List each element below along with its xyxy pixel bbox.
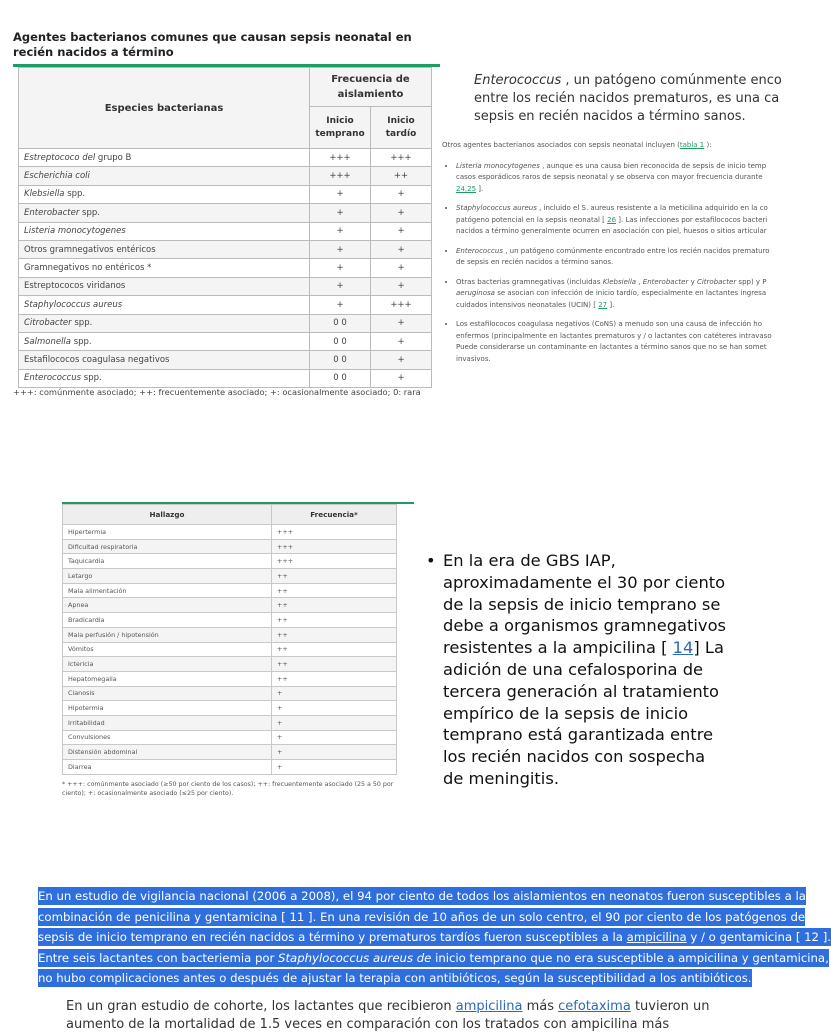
finding-cell: Distensión abdominal [63, 745, 272, 760]
table-row [63, 613, 397, 628]
frequency-cell: ++ [272, 613, 397, 628]
table-row [63, 642, 397, 657]
frequency-cell: +++ [272, 539, 397, 554]
table-row [19, 222, 432, 240]
table-row [19, 369, 432, 387]
table-row [19, 259, 432, 277]
frequency-cell: ++ [272, 642, 397, 657]
early-onset-cell: 0 0 [310, 369, 371, 387]
finding-cell: Bradicardia [63, 613, 272, 628]
species-cell: Gramnegativos no entéricos * [19, 259, 310, 277]
early-onset-cell: + [310, 296, 371, 314]
late-onset-cell: + [371, 332, 432, 350]
table-row [19, 351, 432, 369]
table-row [19, 149, 432, 167]
list-item: • Enterococcus , un patógeno comúnmente encontrado entre los recién nacidos prematuro de sepsis en recién nacidos a término sanos. [456, 246, 782, 269]
selected-paragraph[interactable] [38, 886, 831, 989]
late-onset-cell: +++ [371, 296, 432, 314]
species-cell: Klebsiella spp. [19, 185, 310, 203]
frequency-cell: +++ [272, 554, 397, 569]
ref-link-14[interactable]: 14 [672, 638, 694, 658]
early-onset-cell: +++ [310, 149, 371, 167]
early-onset-cell: 0 0 [310, 314, 371, 332]
frequency-cell: ++ [272, 627, 397, 642]
frequency-cell: + [272, 760, 397, 775]
late-onset-cell: + [371, 314, 432, 332]
table-row [63, 627, 397, 642]
finding-cell: Letargo [63, 569, 272, 584]
ref-link-26[interactable]: 26 [607, 215, 617, 224]
table2-footnote: * +++: comúnmente asociado (≥50 por ciento de los casos); ++: frecuentemente asociado (25 a 50 por ciento); +: ocasionalmente asociado (≤25 por ciento). [62, 781, 394, 797]
frequency-cell: ++ [272, 657, 397, 672]
frequency-cell: + [272, 730, 397, 745]
table-row [63, 730, 397, 745]
species-cell: Enterococcus spp. [19, 369, 310, 387]
finding-cell: Hipertermia [63, 525, 272, 540]
ent-line-2: entre los recién nacidos prematuros, es una ca [474, 91, 780, 106]
species-cell: Otros gramnegativos entéricos [19, 240, 310, 258]
species-cell: Staphylococcus aureus [19, 296, 310, 314]
frequency-cell: + [272, 715, 397, 730]
early-onset-cell: +++ [310, 167, 371, 185]
frequency-cell: ++ [272, 598, 397, 613]
finding-cell: Vómitos [63, 642, 272, 657]
species-cell: Listeria monocytogenes [19, 222, 310, 240]
early-onset-cell: + [310, 204, 371, 222]
list-item: • Listeria monocytogenes , aunque es una causa bien reconocida de sepsis de inicio temp casos esporádicos raros de sepsis neonatal y se observa con mayor frecuencia durante 24,25 ]. [456, 161, 782, 196]
table-row [19, 332, 432, 350]
species-cell: Estafilococos coagulasa negativos [19, 351, 310, 369]
species-cell: Estreptococos viridanos [19, 277, 310, 295]
enterococcus-italic: Enterococcus [474, 73, 562, 88]
selected-line: combinación de penicilina y gentamicina [ 11 ]. En una revisión de 10 años de un solo centro, el 90 por ciento de los patógenos de [38, 909, 806, 924]
cohort-paragraph: En un gran estudio de cohorte, los lactantes que recibieron ampicilina más cefotaxima tuvieron un aumento de la mortalidad de 1.5 veces en comparación con los tratados con ampicilina más [66, 999, 710, 1032]
ref-link-24-25[interactable]: 24,25 [456, 184, 477, 193]
table-row [63, 715, 397, 730]
finding-cell: Cianosis [63, 686, 272, 701]
selected-line: no hubo complicaciones antes o después de ajustar la terapia con antibióticos, según la susceptibilidad a los antibióticos. [38, 971, 752, 985]
frequency-cell: ++ [272, 569, 397, 584]
table2-body [63, 525, 397, 775]
agents-list [442, 161, 782, 366]
finding-cell: Apnea [63, 598, 272, 613]
list-item: • Staphylococcus aureus , incluido el S. aureus resistente a la meticilina adquirido en la co patógeno potencial en la sepsis neonatal [ 26 ]. Las infecciones por estafilococos bacteri nacidos a término generalmente ocurren en asociación con piel, huesos o sitios articular [456, 203, 782, 238]
late-onset-cell: + [371, 351, 432, 369]
frequency-cell: + [272, 701, 397, 716]
bullet-dot: • [426, 551, 436, 570]
table-row [19, 277, 432, 295]
late-onset-cell: ++ [371, 167, 432, 185]
early-onset-cell: 0 0 [310, 332, 371, 350]
finding-cell: Hipotermia [63, 701, 272, 716]
early-onset-cell: + [310, 222, 371, 240]
table-row [63, 583, 397, 598]
table-row [63, 760, 397, 775]
early-onset-cell: + [310, 240, 371, 258]
table-row [63, 686, 397, 701]
early-onset-cell: + [310, 259, 371, 277]
cefotaxima-link[interactable]: cefotaxima [558, 999, 631, 1014]
list-item: • Los estafilococos coagulasa negativos (CoNS) a menudo son una causa de infección ho enfermos (principalmente en lactantes prematuros y / o lactantes con catéteres intravaso Puede considerarse un contaminante en lactantes a término sanos que no se han somet invasivos. [456, 319, 782, 365]
list-item: • Otras bacterias gramnegativas (incluidas Klebsiella , Enterobacter y Citrobacter spp) y P aeruginosa se asocian con infección de inicio tardío, especialmente en lactantes ingresa cuidados intensivos neonatales (UCIN) [ 27 ]. [456, 277, 782, 312]
agents-intro: Otros agentes bacterianos asociados con sepsis neonatal incluyen (tabla 1 ): [442, 141, 712, 149]
finding-cell: Dificultad respiratoria [63, 539, 272, 554]
finding-cell: Diarrea [63, 760, 272, 775]
table1-title: Agentes bacterianos comunes que causan sepsis neonatal en recién nacidos a término [13, 30, 412, 59]
finding-cell: Mala perfusión / hipotensión [63, 627, 272, 642]
table1-link[interactable]: tabla 1 [679, 141, 705, 149]
late-onset-cell: + [371, 222, 432, 240]
table-row [63, 598, 397, 613]
late-onset-cell: +++ [371, 149, 432, 167]
col-header-finding: Hallazgo [63, 505, 272, 525]
table-row [63, 525, 397, 540]
table-row [63, 701, 397, 716]
finding-cell: Ictericia [63, 657, 272, 672]
late-onset-cell: + [371, 277, 432, 295]
frequency-cell: + [272, 745, 397, 760]
species-cell: Citrobacter spp. [19, 314, 310, 332]
col-header-frequency: Frecuencia de aislamiento [310, 68, 432, 107]
early-onset-cell: + [310, 185, 371, 203]
ref-link-27[interactable]: 27 [598, 300, 608, 309]
species-cell: Estreptococo del grupo B [19, 149, 310, 167]
late-onset-cell: + [371, 204, 432, 222]
enterococcus-paragraph [474, 72, 784, 126]
species-cell: Salmonella spp. [19, 332, 310, 350]
ent-line-1: , un patógeno comúnmente enco [561, 73, 782, 88]
finding-cell: Hepatomegalia [63, 671, 272, 686]
col-header-frequency2: Frecuencia* [272, 505, 397, 525]
table-row [63, 671, 397, 686]
col-header-species: Especies bacterianas [19, 68, 310, 149]
table-row [19, 185, 432, 203]
table-row [63, 539, 397, 554]
selected-line: sepsis de inicio temprano en recién nacidos a término y prematuros tardíos fueron susceptibles a la ampicilina y / o gentamicina [ 12 ]. [38, 930, 831, 944]
agents-list-section [442, 140, 782, 373]
table-row [63, 569, 397, 584]
frequency-cell: ++ [272, 671, 397, 686]
table-row [63, 554, 397, 569]
finding-cell: Irritabilidad [63, 715, 272, 730]
finding-cell: Taquicardia [63, 554, 272, 569]
ent-line-3: sepsis en recién nacidos a término sanos. [474, 109, 746, 124]
late-onset-cell: + [371, 369, 432, 387]
ampicilina-link[interactable]: ampicilina [626, 930, 687, 944]
table1-body [19, 149, 432, 388]
selected-line: En un estudio de vigilancia nacional (2006 a 2008), el 94 por ciento de todos los aislamientos en neonatos fueron susceptibles a la [38, 889, 806, 903]
table2 [62, 504, 397, 775]
col-header-late: Inicio tardío [371, 107, 432, 149]
table-row [63, 657, 397, 672]
finding-cell: Mala alimentación [63, 583, 272, 598]
early-onset-cell: + [310, 277, 371, 295]
col-header-early: Inicio temprano [310, 107, 371, 149]
table-row [19, 204, 432, 222]
species-cell: Escherichia coli [19, 167, 310, 185]
frequency-cell: +++ [272, 525, 397, 540]
table-row [63, 745, 397, 760]
frequency-cell: ++ [272, 583, 397, 598]
late-onset-cell: + [371, 185, 432, 203]
table1 [18, 67, 432, 388]
table-row [19, 240, 432, 258]
table-row [19, 167, 432, 185]
ampicilina-link-2[interactable]: ampicilina [455, 999, 523, 1014]
table-row [19, 296, 432, 314]
species-cell: Enterobacter spp. [19, 204, 310, 222]
early-onset-cell: 0 0 [310, 351, 371, 369]
late-onset-cell: + [371, 259, 432, 277]
table1-footnote: +++: comúnmente asociado; ++: frecuentemente asociado; +: ocasionalmente asociado; 0: rara [13, 387, 421, 397]
frequency-cell: + [272, 686, 397, 701]
table-row [19, 314, 432, 332]
gbs-bullet [426, 550, 726, 790]
bullet-text: En la era de GBS IAP, aproximadamente el 30 por ciento de la sepsis de inicio temprano se debe a organismos gramnegativos resistentes a la ampicilina [ 14] La adición de una cefalosporina de tercera generación al tratamiento empírico de la sepsis de inicio temprano está garantizada entre los recién nacidos con sospecha de meningitis. [443, 551, 727, 788]
late-onset-cell: + [371, 240, 432, 258]
selected-line: Entre seis lactantes con bacteriemia por Staphylococcus aureus de inicio temprano que no era susceptible a ampicilina y gentamicina, [38, 950, 829, 965]
finding-cell: Convulsiones [63, 730, 272, 745]
